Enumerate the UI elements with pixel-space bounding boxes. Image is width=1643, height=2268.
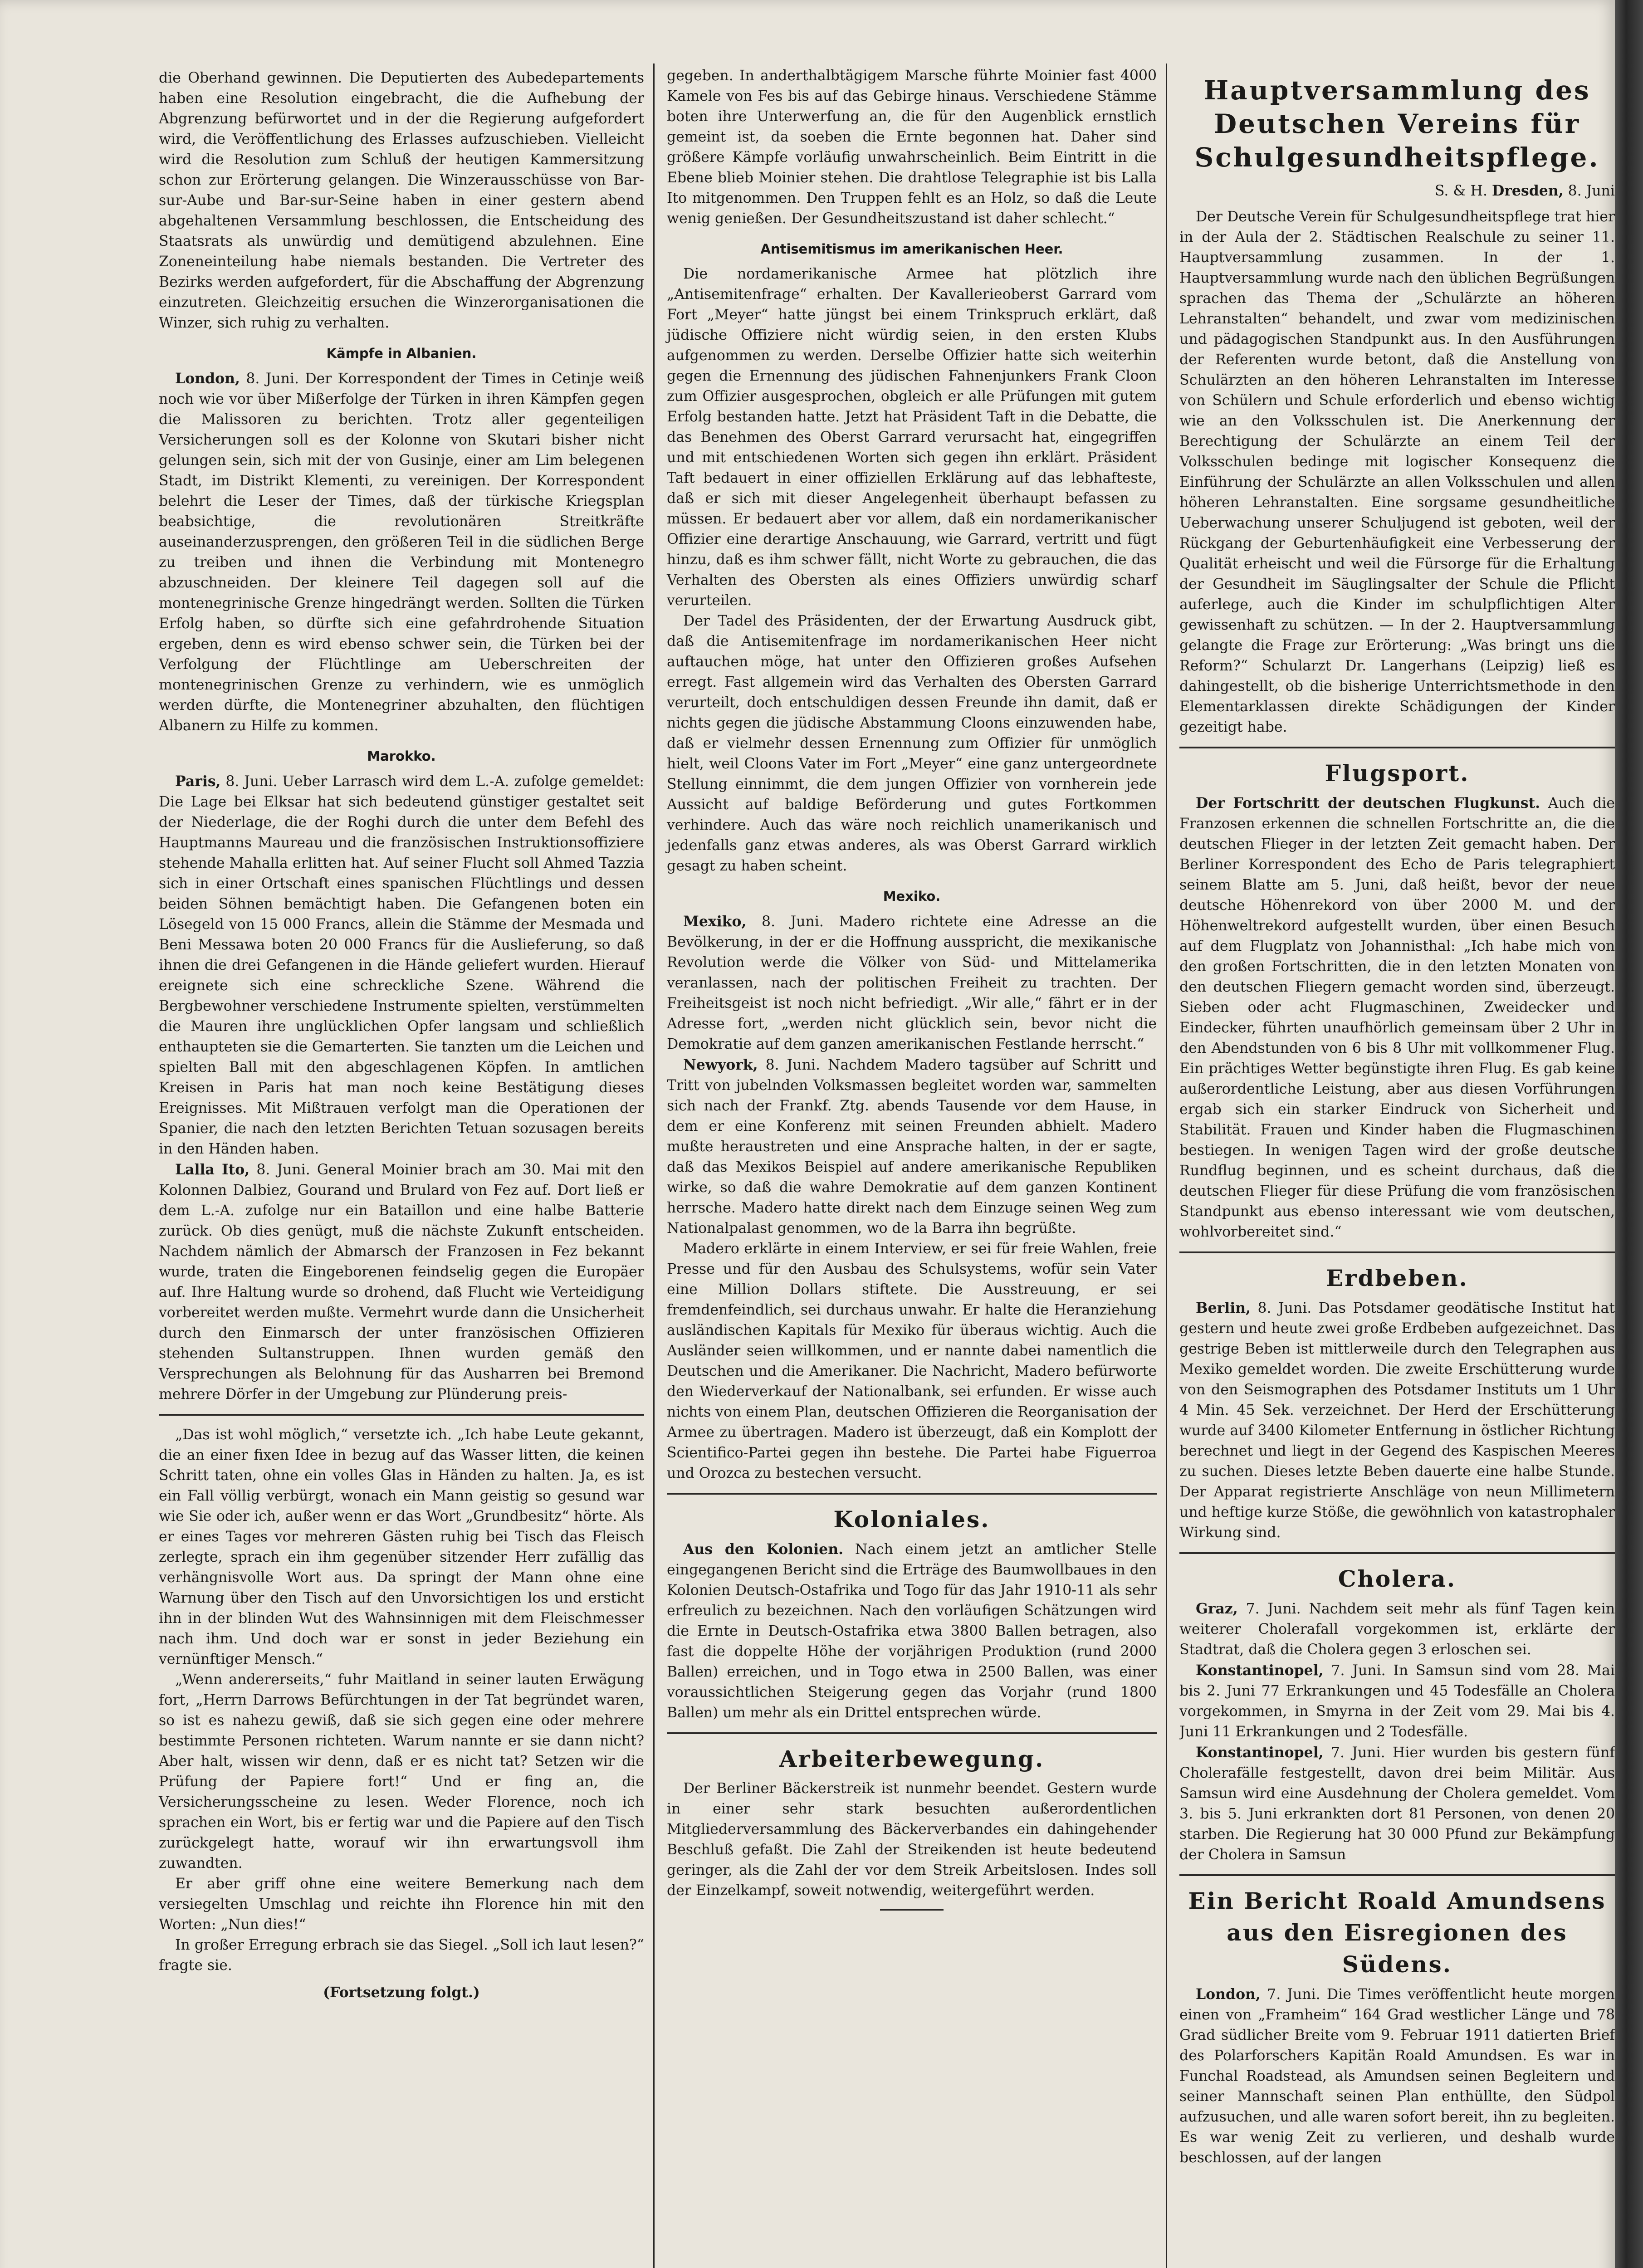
dateline: Lalla Ito, xyxy=(175,1161,250,1178)
dateline: Der Fortschritt der deutschen Flugkunst. xyxy=(1196,795,1540,811)
story-paragraph: In großer Erregung erbrach sie das Siegel. „Soll ich laut lesen?“ fragte sie. xyxy=(159,1937,644,1974)
section-title: Ein Bericht Roald Amundsens aus den Eisregionen des Südens. xyxy=(1188,1887,1606,1978)
paragraph: Die nordamerikanische Armee hat plötzlich ihre „Antisemitenfrage“ erhalten. Der Kavallerieoberst Garrard vom Fort „Meyer“ hatte jüngst bei einem Trinkspruch erklärt, daß jüdische Offiziere nicht würdig seien, in den ersten Klubs aufgenommen zu werden. Derselbe Offizier hatte sich weiterhin gegen die Ernennung des jüdischen Fahnenjunkers Frank Cloon zum Offizier ausgesprochen, obgleich er alle Prüfungen mit gutem Erfolg bestanden hatte. Jetzt hat Präsident Taft in die Debatte, die das Benehmen des Oberst Garrard verursacht hat, eingegriffen und mit entschiedenen Worten sich gegen ihn erklärt. Präsident Taft bedauert in einer offiziellen Erklärung auf das lebhafteste, daß er sich mit dieser Angelegenheit überhaupt befassen zu müssen. Er bedauert aber vor allem, daß ein nordamerikanischer Offizier eine derartige Anschauung, wie Garrard, vertritt und fügt hinzu, daß es ihm schwer fällt, nicht Worte zu gebrauchen, die das Verhalten des Obersten als eines Offiziers unwürdig scharf verurteilen. xyxy=(667,266,1157,609)
section-title: Hauptversammlung des Deutschen Vereins für Schulgesundheitspflege. xyxy=(1194,75,1600,173)
section-rule xyxy=(159,1414,644,1416)
dateline: Konstantinopel, xyxy=(1196,1744,1324,1761)
column-middle xyxy=(667,66,1157,1919)
section-title: Arbeiterbewegung. xyxy=(779,1745,1045,1772)
dateline: Newyork, xyxy=(683,1056,758,1073)
dateline: Aus den Kolonien. xyxy=(683,1541,844,1558)
section-title: Flugsport. xyxy=(1325,760,1470,787)
section-heading: Kämpfe in Albanien. xyxy=(326,346,477,361)
page-edge xyxy=(1615,0,1643,2268)
paragraph: Der Tadel des Präsidenten, der der Erwartung Ausdruck gibt, daß die Antisemitenfrage im nordamerikanischen Heer nicht auftauchen möge, hat unter den Offizieren großes Aufsehen erregt. Fast allgemein wird das Verhalten des Obersten Garrard verurteilt, doch entschuldigen dessen Freunde ihn damit, daß er nichts gegen die jüdische Abstammung Cloons einzuwenden habe, daß er vielmehr dessen Ernennung zum Offizier für unmöglich hielt, weil Cloons Vater im Fort „Meyer“ eine ganz untergeordnete Stellung einnimmt, die dem jungen Offizier von vornherein jede Aussicht auf baldige Beförderung und gutes Fortkommen verhindere. Auch das wäre noch reichlich unamerikanisch und jedenfalls ganz etwas anderes, als was Oberst Garrard wirklich gesagt zu haben scheint. xyxy=(667,613,1157,874)
paragraph: Der Deutsche Verein für Schulgesundheitspflege trat hier in der Aula der 2. Städtischen Realschule zu seiner 11. Hauptversammlung zusammen. In der 1. Hauptversammlung wurde nach den üblichen Begrüßungen sprachen das Thema der „Schulärzte an höheren Lehranstalten“ behandelt, und zwar vom medizinischen und pädagogischen Standpunkt aus. In den Ausführungen der Referenten wurde betont, daß die Anstellung von Schulärzten an den höheren Lehranstalten im Interesse von Schülern und Schule erforderlich und ebenso wichtig wie an den Volksschulen ist. Die Anerkennung der Berechtigung der Schulärzte an einem Teil der Volksschulen bedinge mit logischer Konsequenz die Einführung der Schulärzte an allen Volksschulen und allen höheren Lehranstalten. Eine sorgsame gesundheitliche Ueberwachung unserer Schuljugend ist geboten, weil der Rückgang der Geburtenhäufigkeit eine Verbesserung der Qualität erheischt und weil die Fürsorge für die Erhaltung der Gesundheit im Säuglingsalter der Schule die Pflicht auferlege, auch die Kinder im schulpflichtigen Alter gewissenhaft zu schützen. — In der 2. Hauptversammlung gelangte die Frage zur Erörterung: „Was bringt uns die Reform?“ Schularzt Dr. Langerhans (Leipzig) ließ es dahingestellt, ob die bisherige Unterrichtsmethode in den Elementarklassen direkte Schädigungen der Kinder gezeitigt habe. xyxy=(1179,209,1615,735)
news-item: Newyork, 8. Juni. Nachdem Madero tagsüber auf Schritt und Tritt von jubelnden Volksmassen begleitet worden war, sammelten sich nach der Frankf. Ztg. abends Tausende vor dem Hause, in dem er eine Konferenz mit seinen Freunden abhielt. Madero mußte heraustreten und eine Ansprache halten, in der er sagte, daß das Mexikos Beispiel auf andere amerikanische Republiken wirke, so daß die wahre Demokratie auf dem ganzen Kontinent herrsche. Madero hatte direkt nach dem Einzuge seinen Weg zum Nationalpalast genommen, wo de la Barra ihn begrüßte. xyxy=(667,1056,1157,1237)
section-rule xyxy=(667,1493,1157,1495)
paragraph: die Oberhand gewinnen. Die Deputierten des Aubedepartements haben eine Resolution eingebracht, die die Aufhebung der Abgrenzung befürwortet und in der die Regierung aufgefordert wird, die Veröffentlichung des Erlasses aufzuschieben. Vielleicht wird die Resolution zum Schluß der heutigen Kammersitzung schon zur Erörterung gelangen. Die Winzerausschüsse von Bar-sur-Aube und Bar-sur-Seine haben in einer gestern abend abgehaltenen Versammlung beschlossen, die Entscheidung des Staatsrats als unwürdig und demütigend abzulehnen. Eine Zoneneinteilung habe niemals bestanden. Die Vertreter des Bezirks werden aufgefordert, für die Abschaffung der Abgrenzung einzutreten. Gleichzeitig ersuchen die Winzerorganisationen die Winzer, sich ruhig zu verhalten. xyxy=(159,70,644,331)
news-item: London, 7. Juni. Die Times veröffentlicht heute morgen einen von „Framheim“ 164 Grad westlicher Länge und 78 Grad südlicher Breite vom 9. Februar 1911 datierten Brief des Polarforschers Kapitän Roald Amundsen. Es war in Funchal Roadstead, als Amundsen seinen Begleitern und seiner Mannschaft seinen Plan enthüllte, den Südpol aufzusuchen, und alle waren sofort bereit, ihn zu begleiten. Es war wenig Zeit zu verlieren, und deshalb wurde beschlossen, auf der langen xyxy=(1179,1986,1615,2166)
byline: S. & H. Dresden, 8. Juni xyxy=(1434,182,1615,199)
column-left xyxy=(159,68,644,2003)
section-title: Cholera. xyxy=(1338,1565,1457,1592)
section-rule xyxy=(1179,1874,1615,1876)
dateline: London, xyxy=(1196,1986,1261,2003)
dateline: Konstantinopel, xyxy=(1196,1662,1324,1679)
section-heading: Mexiko. xyxy=(883,889,941,904)
paragraph: Der Berliner Bäckerstreik ist nunmehr beendet. Gestern wurde in einer sehr stark besuchten außerordentlichen Mitgliederversammlung des Bäckerverbandes ein dahingehender Beschluß gefaßt. Die Zahl der Streikenden ist heute bedeutend geringer, als die Zahl der vor dem Streik Arbeitslosen. Indes soll der Einzelkampf, soweit notwendig, weitergeführt werden. xyxy=(667,1780,1157,1899)
news-item: Graz, 7. Juni. Nachdem seit mehr als fünf Tagen kein weiterer Cholerafall vorgekommen ist, erklärte der Stadtrat, daß die Cholera gegen 3 erloschen sei. xyxy=(1179,1600,1615,1658)
news-item: Der Fortschritt der deutschen Flugkunst. Auch die Franzosen erkennen die schnellen Fortschritte an, die die deutschen Flieger in der letzten Zeit gemacht haben. Der Berliner Korrespondent des Echo de Paris telegraphiert seinem Blatte am 5. Juni, daß heißt, bevor der neue deutsche Höhenrekord von über 2000 M. und der Höhenweltrekord aufgestellt wurden, über einen Besuch auf dem Flugplatz von Johannisthal: „Ich habe mich von den großen Fortschritten, die in den letzten Monaten von den deutschen Fliegern gemacht worden sind, überzeugt. Sieben oder acht Flugmaschinen, Zweidecker und Eindecker, führten unaufhörlich gemeinsam über 2 Uhr in den Abendstunden von 6 bis 8 Uhr mit vollkommener Flug. Ein prächtiges Wetter begünstigte ihren Flug. Es gab keine außerordentliche Leistung, aber aus diesen Vorführungen ergab sich ein starker Eindruck von Sicherheit und Stabilität. Frauen und Kinder haben die Flugmaschinen bestiegen. In wenigen Tagen wird der große deutsche Rundflug beginnen, und es scheint durchaus, daß die deutschen Flieger für diese Prüfung die vom französischen Standpunkt aus ebenso interessant wie vom deutschen, wohlvorbereitet sind.“ xyxy=(1179,795,1615,1240)
dateline: Mexiko, xyxy=(683,913,747,930)
section-rule xyxy=(1179,747,1615,748)
news-item: Mexiko, 8. Juni. Madero richtete eine Adresse an die Bevölkerung, in der er die Hoffnung ausspricht, die mexikanische Revolution werde die Völker von Süd- und Mittelamerika veranlassen, nach der politischen Freiheit zu trachten. Der Freiheitsgeist ist noch nicht befriedigt. „Wir alle,“ fährt er in der Adresse fort, „werden nicht glücklich sein, bevor nicht die Demokratie auf dem ganzen amerikanischen Festlande herrscht.“ xyxy=(667,913,1157,1052)
continuation-note: (Fortsetzung folgt.) xyxy=(323,1984,480,2001)
column-right xyxy=(1179,68,1615,2168)
news-item: Paris, 8. Juni. Ueber Larrasch wird dem L.-A. zufolge gemeldet: Die Lage bei Elksar hat sich bedeutend günstiger gestaltet seit der Niederlage, die der Roghi durch die unter dem Befehl des Hauptmanns Maureau und die französischen Instruktionsoffiziere stehende Mahalla erlitten hat. Auf seiner Flucht soll Ahmed Tazzia sich in einer Ortschaft eines spanischen Flüchtlings und dessen beiden Söhnen bemächtigt haben. Die Gefangenen boten ein Lösegeld von 15 000 Francs, allein die Stämme der Mesmada und Beni Messawa boten 20 000 Francs für die Auslieferung, so daß ihnen die drei Gefangenen in die Hände geliefert wurden. Hierauf ereignete sich eine schreckliche Szene. Während die Bergbewohner verschiedene Instrumente spielten, verstümmelten die Mauren ihre unglücklichen Opfer langsam und schließlich enthaupteten sie die Gemarterten. Sie tanzten um die Leichen und spielten Ball mit den abgeschlagenen Köpfen. In amtlichen Kreisen in Paris hat man noch keine Bestätigung dieses Ereignisses. Mit Mißtrauen verfolgt man die Operationen der Spanier, die nach den letzten Berichten Tetuan sozusagen bereits in den Händen haben. xyxy=(159,773,644,1157)
section-rule xyxy=(1179,1251,1615,1253)
section-title: Koloniales. xyxy=(833,1506,990,1533)
section-heading: Antisemitismus im amerikanischen Heer. xyxy=(760,241,1063,257)
section-title: Erdbeben. xyxy=(1326,1265,1468,1291)
section-rule xyxy=(667,1732,1157,1734)
dateline: Paris, xyxy=(175,773,221,790)
news-item: Lalla Ito, 8. Juni. General Moinier brach am 30. Mai mit den Kolonnen Dalbiez, Gourand und Brulard von Fez auf. Dort ließ er dem L.-A. zufolge nur ein Bataillon und eine halbe Batterie zurück. Ob dies genügt, muß die nächste Zukunft entscheiden. Nachdem nämlich der Abmarsch der Franzosen in Fez bekannt wurde, traten die Eingeborenen feindselig gegen die Europäer auf. Ihre Haltung wurde so drohend, daß Flucht wie Verteidigung vorbereitet werden mußte. Vermehrt wurde dann die Unsicherheit durch den Einmarsch der unter französischen Offizieren stehenden Sultanstruppen. Ihnen wurden gemäß den Versprechungen als Belohnung für das Ausharren bei Bremond mehrere Dörfer in der Umgebung zur Plünderung preis- xyxy=(159,1161,644,1403)
end-rule xyxy=(880,1909,944,1911)
story-paragraph: Er aber griff ohne eine weitere Bemerkung nach dem versiegelten Umschlag und reichte ihn Florence hin mit den Worten: „Nun dies!“ xyxy=(159,1876,644,1933)
news-item: London, 8. Juni. Der Korrespondent der Times in Cetinje weiß noch wie vor über Mißerfolge der Türken in ihren Kämpfen gegen die Malissoren zu berichten. Trotz aller gegenteiligen Versicherungen soll es der Kolonne von Skutari bisher nicht gelungen sein, sich mit der von Gusinje, einer am Lim belegenen Stadt, im Distrikt Klementi, zu vereinigen. Der Korrespondent belehrt die Leser der Times, daß der türkische Kriegsplan beabsichtige, die revolutionären Streitkräfte auseinanderzusprengen, den größeren Teil in die südlichen Berge zu treiben und ihnen die Verbindung mit Montenegro abzuschneiden. Der kleinere Teil dagegen soll auf die montenegrinische Grenze hingedrängt werden. Sollten die Türken Erfolg haben, so dürfte sich eine gefahrdrohende Situation ergeben, denn es wird ebenso schwer sein, die Türken bei der Verfolgung der Flüchtlinge am Ueberschreiten der montenegrinischen Grenze zu verhindern, wie es unmöglich werden dürfte, die Montenegriner abzuhalten, den flüchtigen Albanern zu Hilfe zu kommen. xyxy=(159,370,645,734)
paragraph: gegeben. In anderthalbtägigem Marsche führte Moinier fast 4000 Kamele von Fes bis auf das Gebirge hinaus. Verschiedene Stämme boten ihre Unterwerfung an, die für den Augenblick ernstlich gemeint ist, da soeben die Ernte begonnen hat. Daher sind größere Kämpfe vorläufig unwahrscheinlich. Beim Eintritt in die Ebene blieb Moinier stehen. Die drahtlose Telegraphie ist bis Lalla Ito mitgenommen. Den Truppen fehlt es an Holz, so daß die Leute wenig genießen. Der Gesundheitszustand ist daher schlecht.“ xyxy=(667,68,1157,227)
section-heading: Marokko. xyxy=(367,748,436,764)
dateline: Berlin, xyxy=(1196,1300,1251,1316)
dateline: Graz, xyxy=(1196,1600,1238,1617)
paragraph: Madero erklärte in einem Interview, er sei für freie Wahlen, freie Presse und für den Ausbau des Schulsystems, wofür sein Vater eine Million Dollars stiftete. Die Ausstreuung, er sei fremdenfeindlich, sei durchaus unwahr. Er halte die Heranziehung ausländischen Kapitals für Mexiko für überaus wichtig. Auch die Ausländer seien willkommen, und er nannte dabei namentlich die Deutschen und die Amerikaner. Die Nachricht, Madero befürworte den Wiederverkauf der Nationalbank, sei erfunden. Er wisse auch nichts von einem Plan, deutschen Offizieren die Reorganisation der Armee zu übertragen. Madero ist überzeugt, daß ein Komplott der Scientifico-Partei gegen ihn bestehe. Die Partei habe Figuerroa und Orozca zu bestechen versucht. xyxy=(667,1241,1157,1481)
news-item: Konstantinopel, 7. Juni. In Samsun sind vom 28. Mai bis 2. Juni 77 Erkrankungen und 45 Todesfälle an Cholera vorgekommen, in Smyrna in der Zeit vom 29. Mai bis 4. Juni 11 Erkrankungen und 2 Todesfälle. xyxy=(1179,1662,1615,1740)
story-paragraph: „Das ist wohl möglich,“ versetzte ich. „Ich habe Leute gekannt, die an einer fixen Idee in bezug auf das Wasser litten, die keinen Schritt taten, ohne ein volles Glas in Händen zu halten. Ja, es ist ein Fall völlig verbürgt, wonach ein Mann geistig so gesund war wie Sie oder ich, außer wenn er das Wort „Grundbesitz“ hörte. Als er eines Tages vor mehreren Gästen ruhig bei Tisch das Fleisch zerlegte, sprach ein ihm gegenüber sitzender Herr zufällig das verhängnisvolle Wort aus. Da springt der Mann ohne eine Warnung über den Tisch auf den Unvorsichtigen los und ersticht ihn in der blinden Wut des Wahnsinnigen mit dem Fleischmesser nach ihm. Und doch war er sonst in jeder Beziehung ein vernünftiger Mensch.“ xyxy=(159,1427,644,1667)
dateline: London, xyxy=(175,370,240,387)
story-paragraph: „Wenn andererseits,“ fuhr Maitland in seiner lauten Erwägung fort, „Herrn Darrows Befürchtungen in der Tat begründet waren, so ist es nahezu gewiß, daß sie sich gegen eine oder mehrere bestimmte Personen richteten. Warum nannte er sie dann nicht? Aber halt, wissen wir denn, daß er es nicht tat? Setzen wir die Prüfung der Papiere fort!“ Und er fing an, die Versicherungsscheine zu lesen. Weder Florence, noch ich sprachen ein Wort, bis er fertig war und die Papiere auf den Tisch zurückgelegt hatte, worauf wir ihn erwartungsvoll ihm zuwandten. xyxy=(159,1672,644,1872)
column-divider xyxy=(653,64,655,2268)
news-item: Konstantinopel, 7. Juni. Hier wurden bis gestern fünf Cholerafälle festgestellt, davon drei beim Militär. Aus Samsun wird eine Ausdehnung der Cholera gemeldet. Vom 3. bis 5. Juni erkrankten dort 81 Personen, von denen 20 starben. Die Regierung hat 30 000 Pfund zur Bekämpfung der Cholera in Samsun xyxy=(1179,1744,1615,1863)
column-divider xyxy=(1166,64,1167,2268)
section-rule xyxy=(1179,1552,1615,1554)
news-item: Aus den Kolonien. Nach einem jetzt an amtlicher Stelle eingegangenen Bericht sind die Erträge des Baumwollbaues in den Kolonien Deutsch-Ostafrika und Togo für das Jahr 1910-11 als sehr erfreulich zu bezeichnen. Nach den vorläufigen Schätzungen wird die Ernte in Deutsch-Ostafrika etwa 3800 Ballen betragen, also fast die doppelte Höhe der vorjährigen Produktion (rund 2000 Ballen) erreichen, und in Togo etwa in 2500 Ballen, was einer voraussichtlichen Steigerung gegen das Vorjahr (rund 1800 Ballen) um mehr als ein Drittel entsprechen würde. xyxy=(667,1541,1157,1721)
news-item: Berlin, 8. Juni. Das Potsdamer geodätische Institut hat gestern und heute zwei große Erdbeben aufgezeichnet. Das gestrige Beben ist mittlerweile durch den Telegraphen aus Mexiko gemeldet worden. Die zweite Erschütterung wurde von den Seismographen des Potsdamer Instituts um 1 Uhr 4 Min. 45 Sek. verzeichnet. Der Herd der Erschütterung wurde auf 3400 Kilometer Entfernung in östlicher Richtung berechnet und liegt in der Gegend des Kaspischen Meeres zu suchen. Dieses letzte Beben dauerte eine halbe Stunde. Der Apparat registrierte Anschläge von neun Millimetern und heftige kurze Stöße, die gewöhnlich von katastrophaler Wirkung sind. xyxy=(1179,1300,1615,1541)
